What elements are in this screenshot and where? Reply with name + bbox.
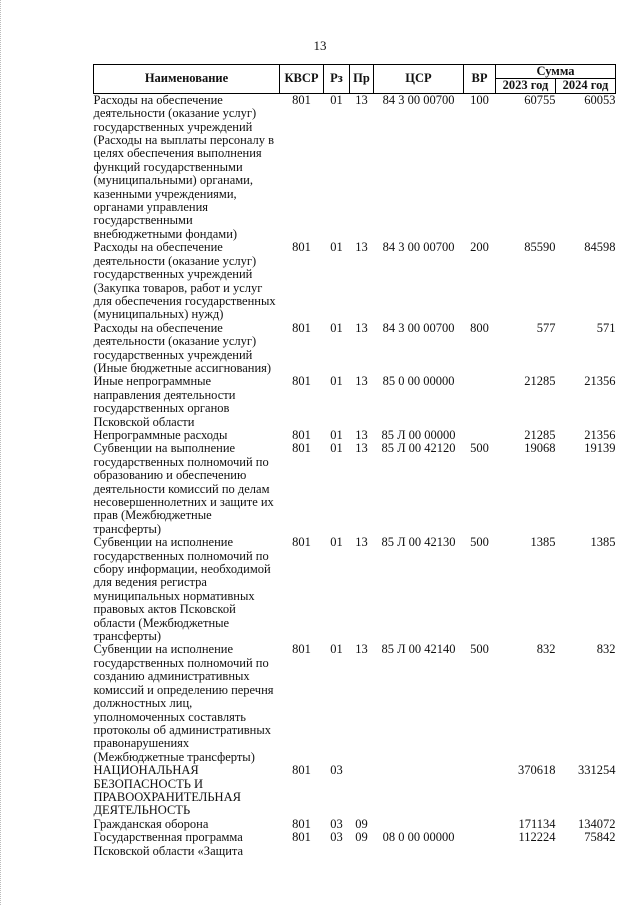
table-row [94,93,616,241]
header-pr: Пр [350,65,374,94]
row-csr: 84 3 00 00700 [382,240,455,255]
row-sum-2023: 19068 [524,441,556,456]
row-pr: 13 [355,642,368,657]
header-rz: Рз [324,65,350,94]
row-sum-2023: 85590 [524,240,556,255]
row-vr: 100 [470,92,489,107]
row-vr [464,429,496,442]
row-csr: 84 3 00 00700 [382,92,455,107]
row-vr [464,375,496,429]
row-name: Непрограммные расходы [93,427,228,442]
row-sum-2023: 370618 [518,763,556,778]
row-csr: 08 0 00 00000 [382,830,455,845]
row-sum-2023: 577 [536,320,556,335]
row-name: НАЦИОНАЛЬНАЯ БЕЗОПАСНОСТЬ И ПРАВООХРАНИТЕЛЬНАЯ ДЕЯТЕЛЬНОСТЬ [93,763,241,818]
header-sum: Сумма [496,65,616,79]
row-kvsr: 801 [292,763,311,778]
row-kvsr: 801 [292,441,311,456]
header-vr: ВР [464,65,496,94]
row-sum-2024: 84598 [584,240,616,255]
row-csr: 85 0 00 00000 [382,374,455,389]
row-pr [350,764,374,818]
row-csr: 85 Л 00 42130 [381,535,456,550]
row-pr: 13 [355,441,368,456]
row-sum-2023: 171134 [518,816,556,831]
row-kvsr: 801 [292,92,311,107]
row-rz: 01 [330,427,343,442]
row-rz: 01 [330,441,343,456]
row-sum-2023: 60755 [524,92,556,107]
row-sum-2024: 21356 [584,374,616,389]
row-rz: 01 [330,535,343,550]
row-name: Расходы на обеспечение деятельности (оказание услуг) государственных учреждений (Расходы на выплаты персоналу в целях обеспечения выполнения функций государственными (муниципальными) органами, казенными учреждениями, органами управления государственными внебюджетными фондами) [93,92,275,241]
table-body [94,93,616,858]
row-csr [374,764,464,818]
row-sum-2023: 21285 [524,374,556,389]
row-pr: 13 [355,535,368,550]
row-vr: 500 [470,441,489,456]
row-vr: 500 [470,535,489,550]
row-kvsr: 801 [292,374,311,389]
row-sum-2024: 75842 [584,830,616,845]
row-sum-2024: 832 [596,642,616,657]
row-vr: 800 [470,320,489,335]
row-name: Субвенции на выполнение государственных полномочий по образованию и обеспечению деятельности комиссий по делам несовершеннолетних и защите их прав (Межбюджетные трансферты) [93,441,274,536]
row-vr: 200 [470,240,489,255]
header-csr: ЦСР [374,65,464,94]
row-sum-2024: 134072 [578,816,616,831]
table-row [94,643,616,764]
header-year-2023: 2023 год [496,79,556,93]
row-rz: 01 [330,240,343,255]
budget-table [93,64,616,858]
table-row [94,429,616,442]
row-kvsr: 801 [292,642,311,657]
row-name: Расходы на обеспечение деятельности (оказание услуг) государственных учреждений (Закупка товаров, работ и услуг для обеспечения государственных (муниципальных) нужд) [93,240,276,322]
row-pr: 13 [355,374,368,389]
row-rz: 03 [330,816,343,831]
row-kvsr: 801 [292,535,311,550]
row-sum-2023: 21285 [524,427,556,442]
row-pr: 13 [355,240,368,255]
table-row [94,764,616,818]
header-kvsr: КВСР [280,65,324,94]
header-year-2024: 2024 год [556,79,616,93]
row-pr: 13 [355,427,368,442]
row-name: Субвенции на исполнение государственных полномочий по созданию административных комиссий и определению перечня должностных лиц, уполномоченных составлять протоколы об административных правонарушениях (Межбюджетные трансферты) [93,642,274,764]
row-vr: 500 [470,642,489,657]
row-rz: 01 [330,92,343,107]
table-row [94,442,616,536]
row-rz: 01 [330,320,343,335]
table-row [94,818,616,831]
row-vr [464,831,496,858]
row-name: Субвенции на исполнение государственных полномочий по сбору информации, необходимой для ведения регистра муниципальных нормативных правовых актов Псковской области (Межбюджетные трансферты) [93,535,271,644]
row-csr: 84 3 00 00700 [382,320,455,335]
row-rz: 03 [330,763,343,778]
row-kvsr: 801 [292,816,311,831]
row-csr: 85 Л 00 42140 [381,642,456,657]
row-csr [374,818,464,831]
row-sum-2024: 21356 [584,427,616,442]
row-kvsr: 801 [292,320,311,335]
row-sum-2024: 19139 [584,441,616,456]
table-row [94,322,616,376]
row-name: Иные непрограммные направления деятельности государственных органов Псковской области [93,374,236,429]
row-pr: 13 [355,320,368,335]
row-name: Гражданская оборона [93,816,209,831]
row-name: Государственная программа Псковской области «Защита [93,830,244,858]
row-kvsr: 801 [292,830,311,845]
row-rz: 03 [330,830,343,845]
row-sum-2024: 571 [596,320,616,335]
table-row [94,831,616,858]
page-number: 13 [313,38,327,53]
row-pr: 09 [355,816,368,831]
row-pr: 09 [355,830,368,845]
row-rz: 01 [330,642,343,657]
row-vr [464,764,496,818]
header-name: Наименование [94,65,280,94]
row-sum-2023: 112224 [518,830,556,845]
row-pr: 13 [355,92,368,107]
scan-edge [0,0,4,905]
table-row [94,375,616,429]
row-sum-2024: 60053 [584,92,616,107]
table-row [94,241,616,321]
row-csr: 85 Л 00 42120 [381,441,456,456]
row-name: Расходы на обеспечение деятельности (оказание услуг) государственных учреждений (Иные бюджетные ассигнования) [93,320,272,375]
row-kvsr: 801 [292,240,311,255]
row-sum-2024: 1385 [590,535,616,550]
row-rz: 01 [330,374,343,389]
row-vr [464,818,496,831]
row-sum-2024: 331254 [578,763,616,778]
row-kvsr: 801 [292,427,311,442]
row-sum-2023: 1385 [530,535,556,550]
table-row [94,536,616,643]
row-sum-2023: 832 [536,642,556,657]
row-csr: 85 Л 00 00000 [381,427,456,442]
